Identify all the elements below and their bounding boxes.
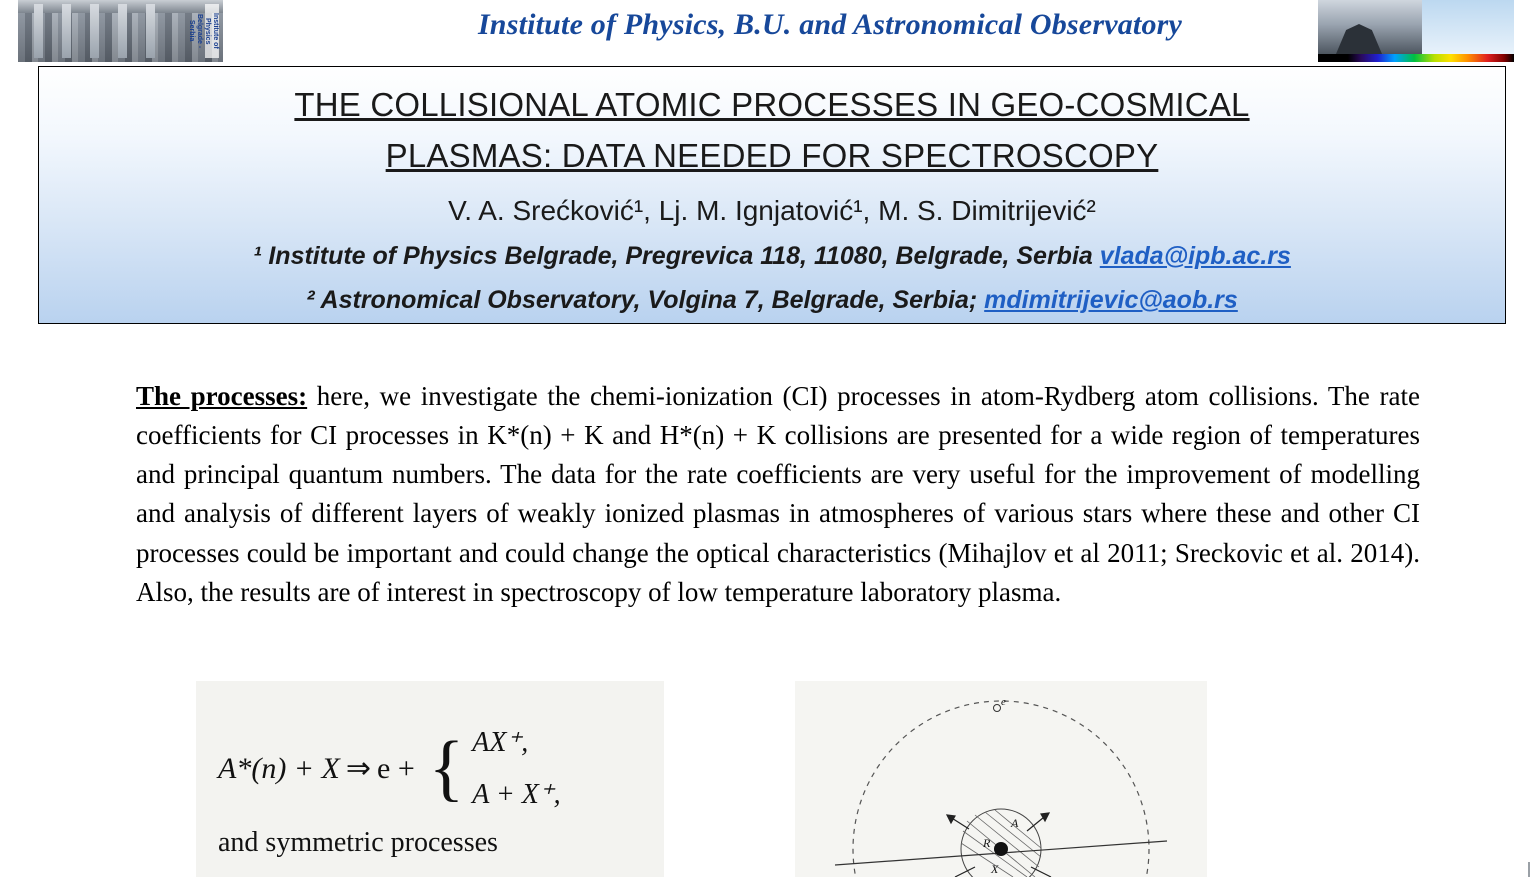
label-partner-x: X xyxy=(991,862,999,876)
label-electron-e: e xyxy=(1001,696,1006,708)
top-banner xyxy=(0,0,1532,62)
affiliation-1-text: ¹ Institute of Physics Belgrade, Pregrevica 118, 11080, Belgrade, Serbia xyxy=(253,241,1093,270)
equation-expression xyxy=(218,717,561,821)
page-title-line-2: PLASMAS: DATA NEEDED FOR SPECTROSCOPY xyxy=(385,137,1159,175)
equation-middle: e + xyxy=(377,751,415,785)
equation-cases xyxy=(472,717,560,821)
building-column xyxy=(62,4,71,58)
equation-case-2: A + X⁺, xyxy=(472,778,561,810)
label-radius-r: R xyxy=(983,836,991,850)
page-title-line-1: THE COLLISIONAL ATOMIC PROCESSES IN GEO-COSMICAL xyxy=(294,86,1250,123)
building-column xyxy=(34,4,43,58)
institute-building-photo xyxy=(18,0,224,62)
affiliation-2-text: ² Astronomical Observatory, Volgina 7, Belgrade, Serbia; xyxy=(306,285,978,314)
abstract-body-text: here, we investigate the chemi-ionization (CI) processes in atom-Rydberg atom collisions. The rate coefficients for CI processes in K*(n) + K and H*(n) + K collisions are presented for a wide region of temperatures and principal quantum numbers. The data for the rate coefficients are very useful for the improvement of modelling and analysis of different layers of weakly ionized plasmas in atmospheres of various stars where these and other CI processes could be important and could change the optical characteristics (Mihajlov et al 2011; Sreckovic et al. 2014). Also, the results are of interest in spectroscopy of low temperature laboratory plasma. xyxy=(136,381,1420,607)
observatory-photo xyxy=(1318,0,1422,54)
label-atom-a: A xyxy=(1011,816,1019,830)
atom-core-dot xyxy=(994,842,1008,856)
affiliation-1 xyxy=(39,238,1505,274)
abstract-lead-label: The processes: xyxy=(136,381,308,411)
slide-edge-marker xyxy=(1528,862,1530,877)
building-column xyxy=(90,4,99,58)
affiliation-1-email-link[interactable]: vlada@ipb.ac.rs xyxy=(1099,241,1291,270)
affiliation-2 xyxy=(39,282,1505,318)
banner-title: Institute of Physics, B.U. and Astronomical Observatory xyxy=(477,8,1183,41)
abstract-paragraph xyxy=(128,373,1426,620)
photo-black-bar xyxy=(1318,54,1348,62)
building-column xyxy=(118,4,127,58)
institute-photo-caption: Institute of Physics Belgrade - Serbia xyxy=(205,4,219,58)
equation-brace-icon: { xyxy=(428,727,465,810)
equation-arrow-icon: ⇒ xyxy=(345,752,372,786)
sky-photo xyxy=(1422,0,1514,54)
building-column xyxy=(146,4,155,58)
equation-lhs: A*(n) + X xyxy=(218,751,340,785)
observatory-and-spectrum-photo xyxy=(1318,0,1514,62)
equation-figure xyxy=(196,681,664,877)
collision-diagram-svg xyxy=(795,681,1207,877)
affiliation-2-email-link[interactable]: mdimitrijevic@aob.rs xyxy=(984,285,1238,314)
title-box xyxy=(38,66,1506,324)
authors-line: V. A. Srećković¹, Lj. M. Ignjatović¹, M. S. Dimitrijević² xyxy=(448,195,1096,227)
electron-marker-icon xyxy=(994,705,1001,712)
rydberg-collision-schematic xyxy=(795,681,1207,877)
equation-note: and symmetric processes xyxy=(218,827,498,858)
equation-case-1: AX⁺, xyxy=(472,727,529,758)
spectrum-strip xyxy=(1348,54,1514,62)
